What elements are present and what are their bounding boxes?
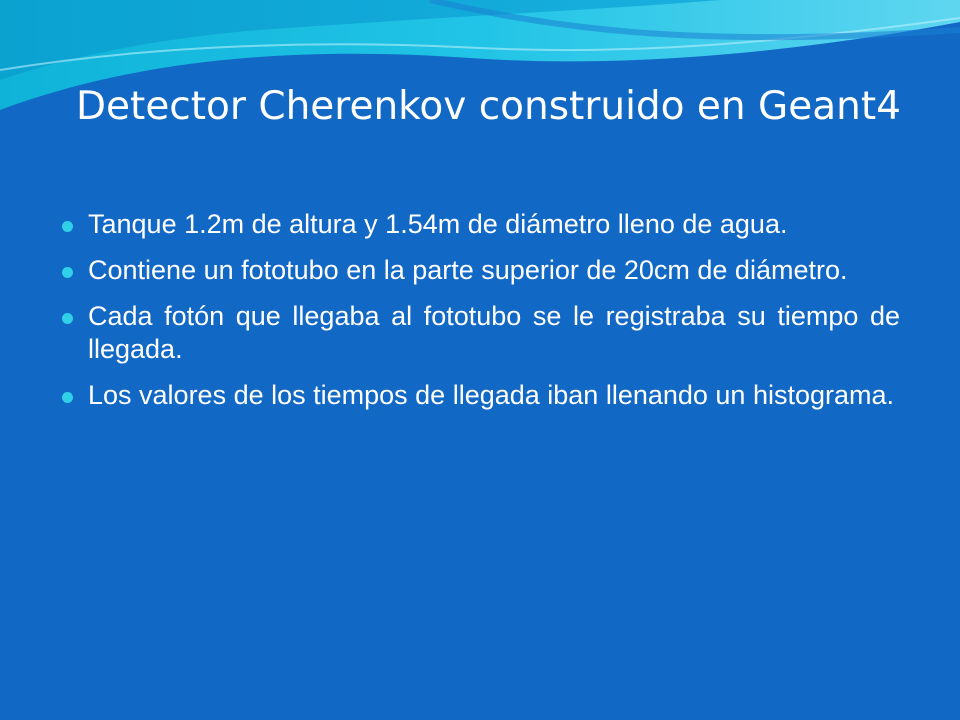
- bullet-text: Tanque 1.2m de altura y 1.54m de diámetro lleno de agua.: [88, 209, 788, 239]
- slide-title: Detector Cherenkov construido en Geant4: [76, 84, 901, 129]
- bullet-text: Contiene un fototubo en la parte superior de 20cm de diámetro.: [88, 255, 848, 285]
- bullet-text: Cada fotón que llegaba al fototubo se le registraba su tiempo de llegada.: [88, 301, 900, 364]
- bullet-item: [60, 300, 900, 366]
- bullet-item: [60, 379, 900, 412]
- bullet-list: [60, 208, 900, 425]
- bullet-item: [60, 208, 900, 241]
- bullet-dot-icon: [62, 267, 73, 278]
- bullet-dot-icon: [62, 313, 73, 324]
- bullet-text: Los valores de los tiempos de llegada iban llenando un histograma.: [88, 380, 895, 410]
- bullet-dot-icon: [62, 392, 73, 403]
- bullet-item: [60, 254, 900, 287]
- bullet-dot-icon: [62, 221, 73, 232]
